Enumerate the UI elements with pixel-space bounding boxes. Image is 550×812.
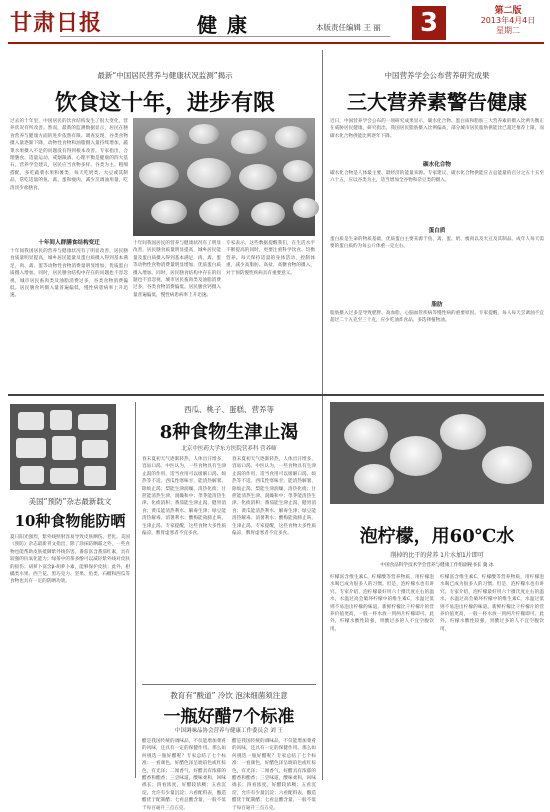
lemon-headline: 泡柠檬，用60℃水 xyxy=(359,526,515,547)
vinegar-body-col2: 醋是我国传统的调味品，不仅能增加菜肴的风味，还具有一定的保健作用。那么如何挑选一瓶好醋呢？专家总结了七个标准：一看颜色，好醋色泽呈琥珀色或红棕色，有光泽；二闻香气，好醋具有浓郁的醋香和酯香；三尝味道，酸味柔和，回味绵长；四看浓度，好醋较浓稠；五看沉淀，允许有少量沉淀；六看配料表，酿造醋优于配制醋；七看总酸含量，一般不低于每百毫升三点五克。 xyxy=(232,739,316,811)
nutrition-body-carbs: 碳水化合物是人体最主要、最经济的能量来源。专家建议，碳水化合物供能应占总能量的百分之五十五至六十五，应以谷类为主，适当增加全谷物和杂豆类的摄入。 xyxy=(330,171,544,184)
lemon-body-col1: 柠檬富含维生素C、柠檬酸等营养物质，用柠檬泡水喝已成为很多人的习惯。但是，泡柠檬水也有讲究。专家介绍，泡柠檬最好用六十摄氏度左右的温水，水温过高会破坏柠檬中的维生素C，水温过低则不易泡出柠檬的味道。新鲜柠檬比干柠檬片的营养价值更高，一般一杯水放一到两片柠檬即可。此外，柠檬水酸性较强，胃酸过多的人不宜空腹饮用。 xyxy=(330,575,434,632)
section-rule-upper xyxy=(8,394,544,396)
column-divider xyxy=(322,50,323,780)
issue-date: 2013年4月4日 xyxy=(480,16,536,25)
issue-weekday: 星期二 xyxy=(496,26,520,35)
nutrition-body-fat: 脂肪摄入过多是导致肥胖、高血脂、心脑血管疾病等慢性病的重要原因。专家提醒，每人每天烹调油不宜超过二十五克至三十克，应少吃油炸食品，多选择植物油。 xyxy=(330,311,544,324)
nutrition-kicker: 中国营养学会公布营养研究成果 xyxy=(384,71,490,80)
lemon-byline-author: 中国食品科学技术学会营养与健康工作组副秘书长 冀 冰 xyxy=(380,563,494,568)
section-title: 健康 xyxy=(197,13,257,37)
lemon-body-col2: 柠檬富含维生素C、柠檬酸等营养物质，用柠檬泡水喝已成为很多人的习惯。但是，泡柠檬水也有讲究。专家介绍，泡柠檬最好用六十摄氏度左右的温水，水温过高会破坏柠檬中的维生素C，水温过低则不易泡出柠檬的味道。新鲜柠檬比干柠檬片的营养价值更高，一般一杯水放一到两片柠檬即可。此外，柠檬水酸性较强，胃酸过多的人不宜空腹饮用。 xyxy=(440,575,544,632)
diet-headline: 饮食这十年，进步有限 xyxy=(54,90,275,116)
editor-credit: 本版责任编辑 王 丽 xyxy=(316,23,381,32)
foods-kicker: 西瓜、桃子、蛋糕、营养等 xyxy=(184,405,274,414)
banquet-photo xyxy=(133,118,315,236)
diet-kicker: 最新“中国居民营养与健康状况监测”揭示 xyxy=(97,71,233,80)
diet-body-col1: 过去的十年里，中国居民的饮食结构发生了很大变化，营养状况有所改善。然而，最新的监测数据显示，居民在膳食营养与健康方面的进步依然有限。调查发现，谷类食物摄入量逐渐下降，动物性食物和油脂摄入量持续增加，蔬菜水果摄入不足的问题没有得到根本改善。专家指出，合理膳食、适量运动、戒烟限酒、心理平衡是健康的四大基石。营养学会建议，居民应当食物多样、谷类为主、粗细搭配，多吃蔬菜水果和薯类，每天吃奶类、大豆或其制品，常吃适量的鱼、禽、蛋和瘦肉，减少烹调油用量，吃清淡少盐膳食。 xyxy=(10,119,128,191)
edition-name: 第二版 xyxy=(494,6,522,16)
prevent-kicker: 美国“预防”杂志最新载文 xyxy=(28,497,112,506)
vegetables-photo xyxy=(10,404,116,490)
vinegar-byline: 中国调味品协会营养与健康工作委员会 刘 王 xyxy=(175,728,283,734)
page-number-badge: 3 xyxy=(412,6,446,40)
foods-body-col2: 春末夏初天气逐渐转热，人体出汗增多，容易口渴。中医认为，一些食物具有生津止渴的作用，适当食用可以缓解口渴、烦热等不适。西瓜性寒味甘，能清热解暑、除烦止渴；梨能生津润燥、清热化痰；甘蔗能清热生津、润燥和中；荸荠能清热生津、化痰消积；番茄能生津止渴、健胃消食；黄瓜能清热利水、解毒生津；绿豆能清热解毒、消暑利水；酸梅能敛肺止咳、生津止渴。专家提醒，这些食物大多性质偏凉，脾胃虚寒者不宜多食。 xyxy=(232,457,316,537)
foods-body-col1: 春末夏初天气逐渐转热，人体出汗增多，容易口渴。中医认为，一些食物具有生津止渴的作用，适当食用可以缓解口渴、烦热等不适。西瓜性寒味甘，能清热解暑、除烦止渴；梨能生津润燥、清热化痰；甘蔗能清热生津、润燥和中；荸荠能清热生津、化痰消积；番茄能生津止渴、健胃消食；黄瓜能清热利水、解毒生津；绿豆能清热解毒、消暑利水；酸梅能敛肺止咳、生津止渴。专家提醒，这些食物大多性质偏凉，脾胃虚寒者不宜多食。 xyxy=(142,457,226,537)
nutrition-intro: 近日，中国营养学会公布的一项研究成果显示，碳水化合物、蛋白质和脂肪三大营养素的摄入比例失衡正在威胁居民健康。研究指出，我国居民脂肪摄入比例偏高，部分城市居民脂肪供能比已超过推荐上限，而碳水化合物供能比则逐年下降。 xyxy=(330,119,544,139)
vinegar-body-col1: 醋是我国传统的调味品，不仅能增加菜肴的风味，还具有一定的保健作用。那么如何挑选一瓶好醋呢？专家总结了七个标准：一看颜色，好醋色泽呈琥珀色或红棕色，有光泽；二闻香气，好醋具有浓郁的醋香和酯香；三尝味道，酸味柔和，回味绵长；四看浓度，好醋较浓稠；五看沉淀，允许有少量沉淀；六看配料表，酿造醋优于配制醋；七看总酸含量，一般不低于每百毫升三点五克。 xyxy=(142,739,226,811)
diet-body-col3: 专家表示，这些数据提醒我们，在生活水平不断提高的同时，更要注重科学饮食、均衡营养。每天保持适量的身体活动，控制体重，减少高脂肪、高盐、高糖食物的摄入，对于预防慢性疾病具有重要意义。 xyxy=(226,241,315,276)
masthead-rule xyxy=(8,42,544,44)
nutrition-subhead-fat: 脂肪 xyxy=(431,302,443,308)
vinegar-kicker: 教育有“酸道” 冷饮 泡沫细菌须注意 xyxy=(170,691,288,700)
column-divider-left xyxy=(135,402,136,778)
edition-info xyxy=(470,6,546,36)
nutrition-subhead-carbs: 碳水化合物 xyxy=(423,162,451,168)
lemons-photo xyxy=(330,402,544,504)
foods-headline: 8种食物生津止渴 xyxy=(159,422,299,443)
prevent-body: 夏日阳光强烈，紫外线照射容易导致皮肤晒伤、老化。美国《预防》杂志最新刊文指出，除了涂抹防晒霜之外，一些食物也能帮助皮肤抵御紫外线伤害。番茄富含番茄红素，具有较强的抗氧化能力；绿茶中的茶多酚可以减轻紫外线对皮肤的损伤；胡萝卜富含β-胡萝卜素，能够保护皮肤；此外，柑橘类水果、西兰花、黑巧克力、坚果、鱼类、石榴和西瓜等食物也具有一定的防晒功效。 xyxy=(10,535,130,585)
prevent-headline: 10种食物能防晒 xyxy=(14,512,126,530)
nutrition-headline: 三大营养素警告健康 xyxy=(347,90,527,114)
lemon-byline: 削掉的比干的营养 1片水加1片即可 xyxy=(390,552,484,559)
nutrition-body-protein: 蛋白质是生命的物质基础，优质蛋白主要来源于鱼、禽、蛋、奶、瘦肉以及大豆及其制品。成年人每天需要的蛋白质约为每公斤体重一克左右。 xyxy=(330,237,544,250)
vinegar-headline: 一瓶好醋7个标准 xyxy=(163,707,295,727)
nutrition-subhead-protein: 蛋白质 xyxy=(428,228,446,234)
foods-rule xyxy=(142,684,316,685)
diet-subhead: 十年间人群膳食结构变迁 xyxy=(38,240,100,246)
diet-body-col1b: 十年间我国居民的营养与健康状况有了明显改善，居民膳食质量明显提高，城乡居民能量及蛋白质摄入得到基本满足，肉、禽、蛋等动物性食物消费量明显增加，优质蛋白质摄入增加。同时，居民膳食结构中存在的问题也不容忽视，城市居民畜肉类及油脂消费过多，谷类食物消费偏低。居民膳食钙摄入量普遍偏低，慢性病患病率上升迅速。 xyxy=(10,249,128,299)
masthead xyxy=(0,0,550,44)
foods-byline: 北京中医药大学东方医院营养科 营养师 xyxy=(181,446,277,452)
diet-body-col2: 十年间我国居民的营养与健康状况有了明显改善，居民膳食质量明显提高，城乡居民能量及蛋白质摄入得到基本满足，肉、禽、蛋等动物性食物消费量明显增加，优质蛋白质摄入增加。同时，居民膳食结构中存在的问题也不容忽视，城市居民畜肉类及油脂消费过多，谷类食物消费偏低。居民膳食钙摄入量普遍偏低，慢性病患病率上升迅速。 xyxy=(133,241,221,298)
newspaper-logo: 甘肃日报 xyxy=(10,10,103,36)
